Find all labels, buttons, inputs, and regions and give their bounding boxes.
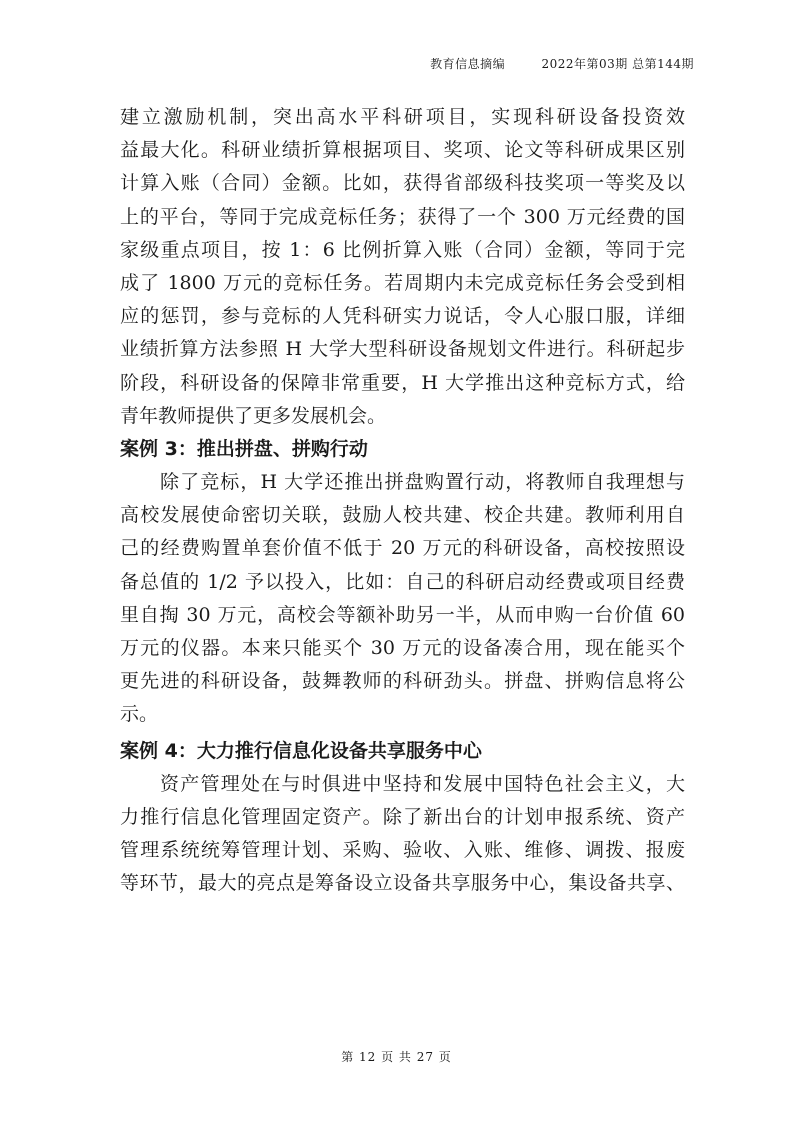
- paragraph-line: 益最大化。科研业绩折算根据项目、奖项、论文等科研成果区别: [120, 139, 685, 162]
- paragraph-line: 里自掏 30 万元，高校会等额补助另一半，从而申购一台价值 60: [120, 603, 685, 626]
- paragraph-line: 阶段，科研设备的保障非常重要，H 大学推出这种竞标方式，给: [120, 371, 685, 394]
- issue-info: 2022年第03期 总第144期: [541, 57, 694, 71]
- case-4-heading: 案例 4：大力推行信息化设备共享服务中心: [120, 739, 482, 762]
- paragraph-line: 示。: [120, 703, 159, 726]
- paragraph-line: 资产管理处在与时俱进中坚持和发展中国特色社会主义，大: [160, 772, 685, 795]
- paragraph-line: 除了竞标，H 大学还推出拼盘购置行动，将教师自我理想与: [160, 471, 685, 494]
- paragraph-line: 业绩折算方法参照 H 大学大型科研设备规划文件进行。科研起步: [120, 338, 685, 361]
- paragraph-line: 青年教师提供了更多发展机会。: [120, 404, 387, 427]
- paragraph-line: 上的平台，等同于完成竞标任务；获得了一个 300 万元经费的国: [120, 205, 685, 228]
- page-number-footer: 第 12 页 共 27 页: [341, 1050, 452, 1064]
- paragraph-line: 成了 1800 万元的竞标任务。若周期内未完成竞标任务会受到相: [120, 271, 685, 294]
- paragraph-line: 更先进的科研设备，鼓舞教师的科研劲头。拼盘、拼购信息将公: [120, 670, 685, 693]
- paragraph-line: 家级重点项目，按 1：6 比例折算入账（合同）金额，等同于完: [120, 238, 685, 261]
- paragraph-line: 己的经费购置单套价值不低于 20 万元的科研设备，高校按照设: [120, 537, 685, 560]
- paragraph-line: 力推行信息化管理固定资产。除了新出台的计划申报系统、资产: [120, 805, 685, 828]
- paragraph-line: 管理系统统筹管理计划、采购、验收、入账、维修、调拨、报废: [120, 839, 685, 862]
- paragraph-line: 建立激励机制，突出高水平科研项目，实现科研设备投资效: [120, 106, 685, 128]
- paragraph-line: 备总值的 1/2 予以投入，比如：自己的科研启动经费或项目经费: [120, 570, 685, 593]
- paragraph-line: 应的惩罚，参与竞标的人凭科研实力说话，令人心服口服，详细: [120, 305, 685, 328]
- publication-name: 教育信息摘编: [430, 57, 506, 71]
- paragraph-line: 等环节，最大的亮点是筹备设立设备共享服务中心，集设备共享、: [120, 872, 685, 895]
- document-body: [120, 101, 685, 901]
- page-header: [430, 55, 694, 72]
- paragraph-line: 高校发展使命密切关联，鼓励人校共建、校企共建。教师利用自: [120, 504, 685, 527]
- case-3-heading: 案例 3：推出拼盘、拼购行动: [120, 437, 368, 460]
- paragraph-line: 万元的仪器。本来只能买个 30 万元的设备凑合用，现在能买个: [120, 637, 685, 659]
- paragraph-line: 计算入账（合同）金额。比如，获得省部级科技奖项一等奖及以: [120, 172, 685, 195]
